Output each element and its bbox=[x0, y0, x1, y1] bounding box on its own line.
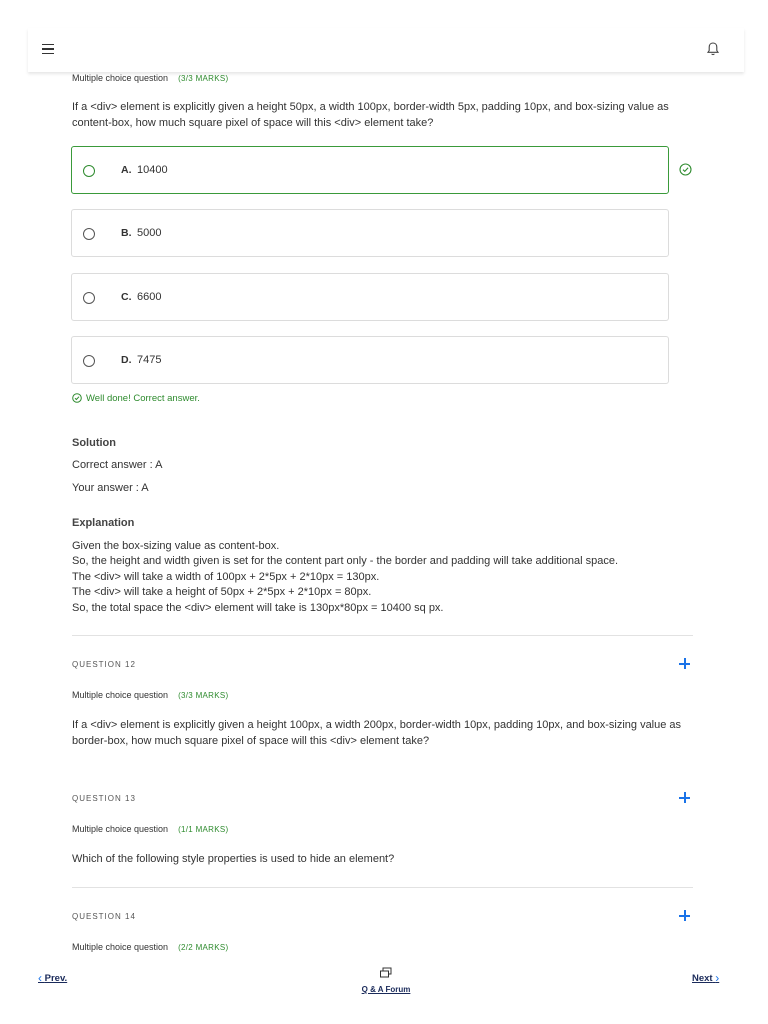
question-text: If a <div> element is explicitly given a height 50px, a width 100px, border-width 5px, padding 10px, and box-sizing value as content-box, how much square pixel of space will this <div> element take? bbox=[72, 101, 669, 129]
explanation-line: So, the total space the <div> element will take is 130px*80px = 10400 sq px. bbox=[72, 601, 444, 614]
explanation-line: Given the box-sizing value as content-box. bbox=[72, 540, 280, 552]
explanation-line: The <div> will take a height of 50px + 2*5px + 2*10px = 80px. bbox=[72, 586, 372, 599]
explanation-line: The <div> will take a width of 100px + 2*5px + 2*10px = 130px. bbox=[72, 570, 380, 583]
explanation-line: So, the height and width given is set for the content part only - the border and padding will take additional space. bbox=[72, 555, 619, 568]
qa-forum-button[interactable] bbox=[356, 966, 416, 994]
question-text: If a <div> element is explicitly given a height 100px, a width 200px, border-width 10px, padding 10px, and box-sizing value as border-box, how much square pixel of space will this <div> element take? bbox=[72, 719, 682, 747]
question-number: QUESTION 14 bbox=[72, 912, 136, 921]
marks-badge: (2/2 MARKS) bbox=[178, 943, 229, 952]
check-circle-icon bbox=[72, 393, 82, 403]
prev-button[interactable] bbox=[38, 971, 67, 985]
expand-question-14-button[interactable] bbox=[679, 910, 691, 922]
option-letter: D. bbox=[121, 354, 132, 366]
option-value: 5000 bbox=[137, 227, 162, 239]
your-answer-text: Your answer : A bbox=[72, 482, 149, 494]
bell-icon[interactable] bbox=[706, 41, 720, 57]
question-type-label: Multiple choice question bbox=[72, 690, 169, 700]
answer-feedback bbox=[72, 393, 200, 404]
forum-icon bbox=[379, 967, 393, 979]
radio-button[interactable] bbox=[83, 165, 95, 177]
question-meta bbox=[72, 690, 228, 700]
radio-button[interactable] bbox=[83, 228, 95, 240]
question-text: Which of the following style properties is used to hide an element? bbox=[72, 853, 395, 865]
question-type-label: Multiple choice question bbox=[72, 73, 169, 83]
next-label: Next bbox=[692, 973, 713, 984]
question-meta bbox=[72, 824, 228, 834]
chevron-right-icon: › bbox=[715, 971, 720, 985]
option-d[interactable] bbox=[71, 336, 669, 384]
option-a[interactable] bbox=[71, 146, 669, 194]
correct-check-icon bbox=[679, 163, 692, 176]
explanation-heading: Explanation bbox=[72, 517, 135, 529]
question-number: QUESTION 13 bbox=[72, 794, 136, 803]
option-c[interactable] bbox=[71, 273, 669, 321]
option-b[interactable] bbox=[71, 209, 669, 257]
option-letter: C. bbox=[121, 291, 132, 303]
radio-button[interactable] bbox=[83, 355, 95, 367]
question-meta bbox=[72, 942, 228, 952]
solution-heading: Solution bbox=[72, 437, 116, 449]
question-type-label: Multiple choice question bbox=[72, 824, 169, 834]
question-meta bbox=[72, 73, 228, 83]
expand-question-12-button[interactable] bbox=[679, 658, 691, 670]
divider bbox=[72, 635, 693, 636]
question-number: QUESTION 12 bbox=[72, 660, 136, 669]
divider bbox=[72, 887, 693, 888]
correct-answer-text: Correct answer : A bbox=[72, 459, 163, 471]
forum-label: Q & A Forum bbox=[361, 985, 411, 994]
question-type-label: Multiple choice question bbox=[72, 942, 169, 952]
radio-button[interactable] bbox=[83, 292, 95, 304]
feedback-text: Well done! Correct answer. bbox=[86, 393, 200, 404]
next-button[interactable] bbox=[692, 971, 719, 985]
chevron-left-icon: ‹ bbox=[38, 971, 42, 985]
option-letter: A. bbox=[121, 164, 132, 176]
marks-badge: (1/1 MARKS) bbox=[178, 825, 229, 834]
top-bar bbox=[28, 28, 744, 72]
explanation-body bbox=[72, 539, 692, 616]
prev-label: Prev. bbox=[44, 973, 68, 984]
option-value: 10400 bbox=[137, 164, 168, 176]
marks-badge: (3/3 MARKS) bbox=[178, 74, 229, 83]
option-value: 7475 bbox=[137, 354, 162, 366]
marks-badge: (3/3 MARKS) bbox=[178, 691, 229, 700]
option-value: 6600 bbox=[137, 291, 162, 303]
hamburger-menu-icon[interactable] bbox=[42, 44, 54, 54]
option-letter: B. bbox=[121, 227, 132, 239]
expand-question-13-button[interactable] bbox=[679, 792, 691, 804]
